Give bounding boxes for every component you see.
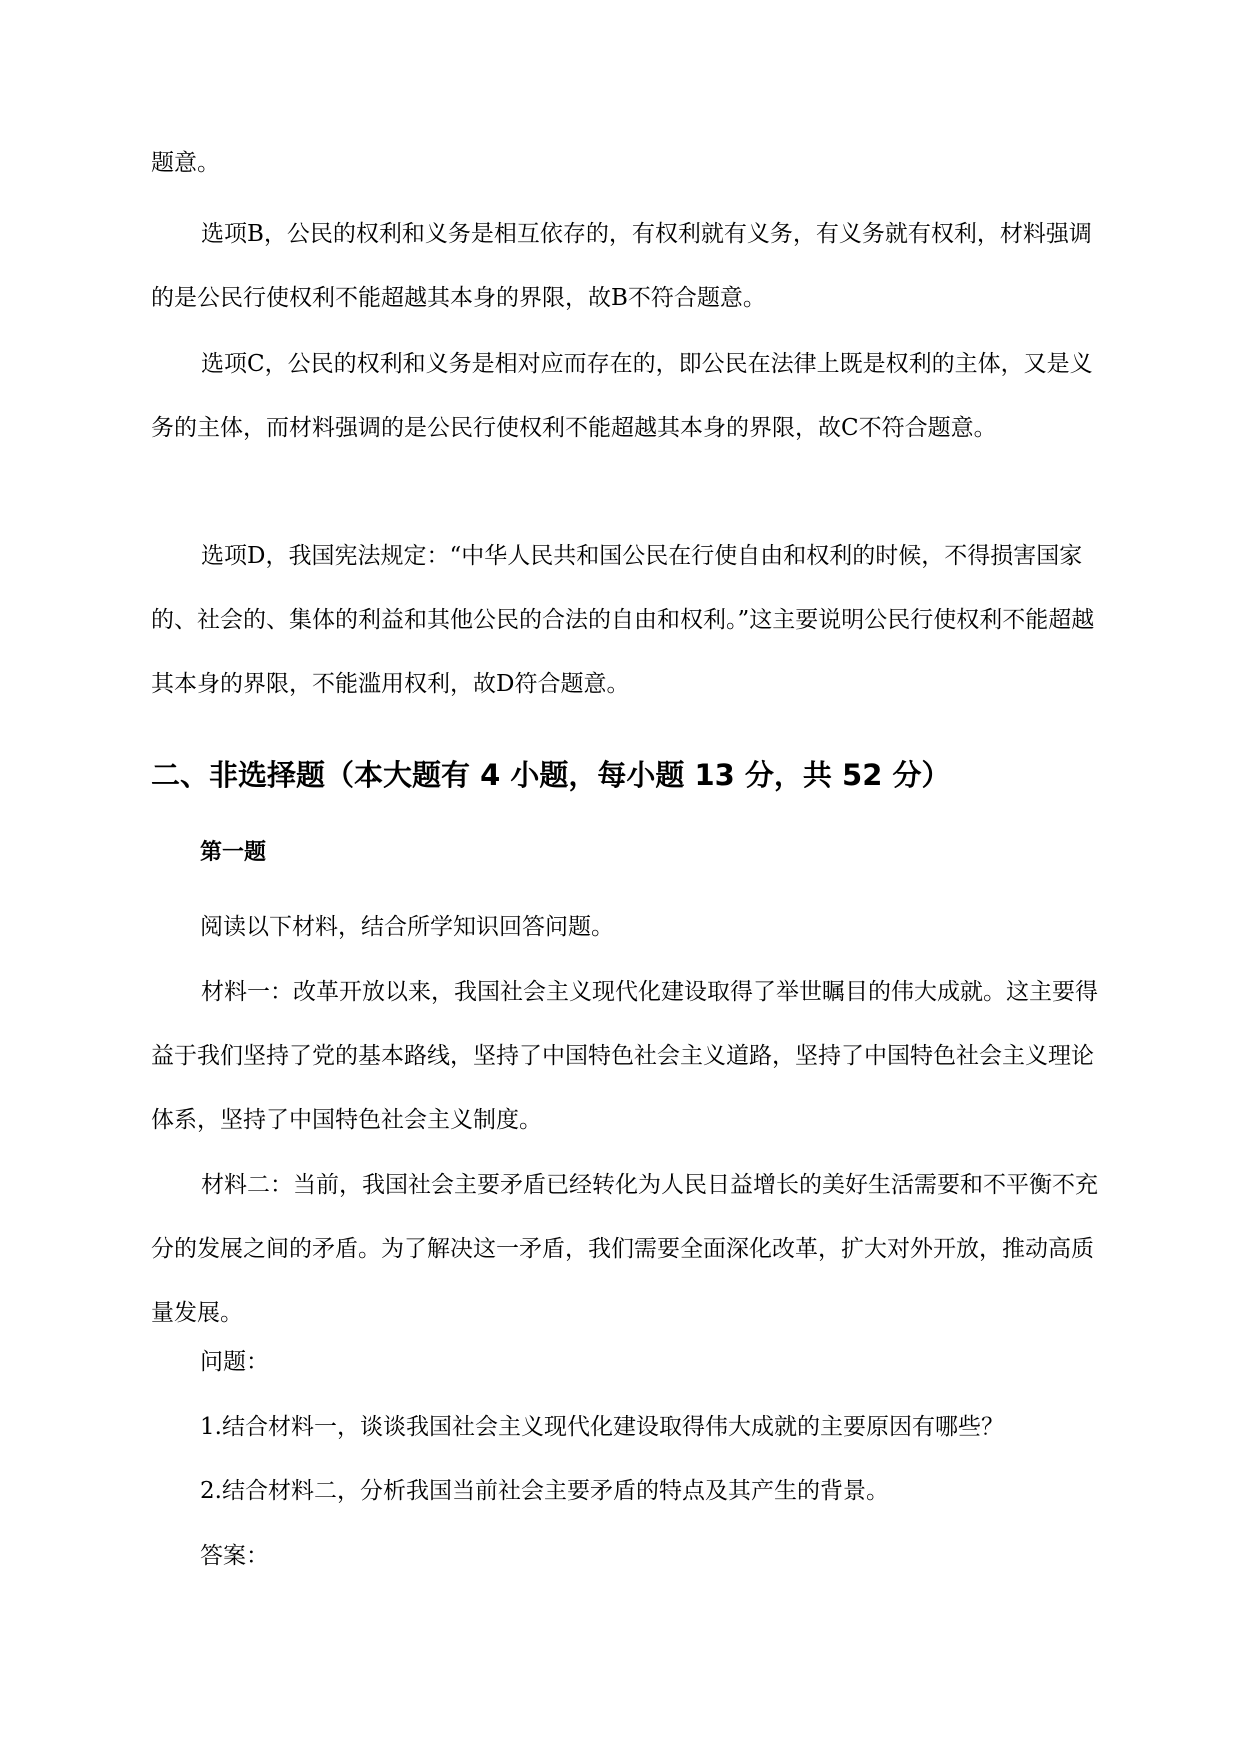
option-d-explanation: 选项D，我国宪法规定：“中华人民共和国公民在行使自由和权利的时候，不得损害国家的、社会的、集体的利益和其他公民的合法的自由和权利。”这主要说明公民行使权利不能超越其本身的界限，不能滥用权利，故D符合题意。 bbox=[151, 543, 1095, 697]
reading-instruction: 阅读以下材料，结合所学知识回答问题。 bbox=[200, 914, 614, 940]
material-two: 材料二：当前，我国社会主要矛盾已经转化为人民日益增长的美好生活需要和不平衡不充分的发展之间的矛盾。为了解决这一矛盾，我们需要全面深化改革，扩大对外开放，推动高质量发展。 bbox=[151, 1172, 1098, 1326]
option-b-explanation: 选项B，公民的权利和义务是相互依存的，有权利就有义务，有义务就有权利，材料强调的是公民行使权利不能超越其本身的界限，故B不符合题意。 bbox=[151, 221, 1092, 311]
option-c-explanation: 选项C，公民的权利和义务是相对应而存在的，即公民在法律上既是权利的主体，又是义务的主体，而材料强调的是公民行使权利不能超越其本身的界限，故C不符合题意。 bbox=[151, 351, 1093, 441]
question-two: 2.结合材料二，分析我国当前社会主要矛盾的特点及其产生的背景。 bbox=[200, 1478, 889, 1504]
question-one: 1.结合材料一，谈谈我国社会主义现代化建设取得伟大成就的主要原因有哪些？ bbox=[200, 1414, 1004, 1440]
questions-label: 问题： bbox=[200, 1349, 269, 1375]
answer-label: 答案： bbox=[200, 1543, 269, 1569]
question-title: 第一题 bbox=[200, 840, 267, 865]
material-one: 材料一：改革开放以来，我国社会主义现代化建设取得了举世瞩目的伟大成就。这主要得益于我们坚持了党的基本路线，坚持了中国特色社会主义道路，坚持了中国特色社会主义理论体系，坚持了中国特色社会主义制度。 bbox=[151, 979, 1098, 1133]
section-heading: 二、非选择题（本大题有 4 小题，每小题 13 分，共 52 分） bbox=[151, 758, 951, 792]
previous-paragraph-tail: 题意。 bbox=[151, 150, 220, 176]
